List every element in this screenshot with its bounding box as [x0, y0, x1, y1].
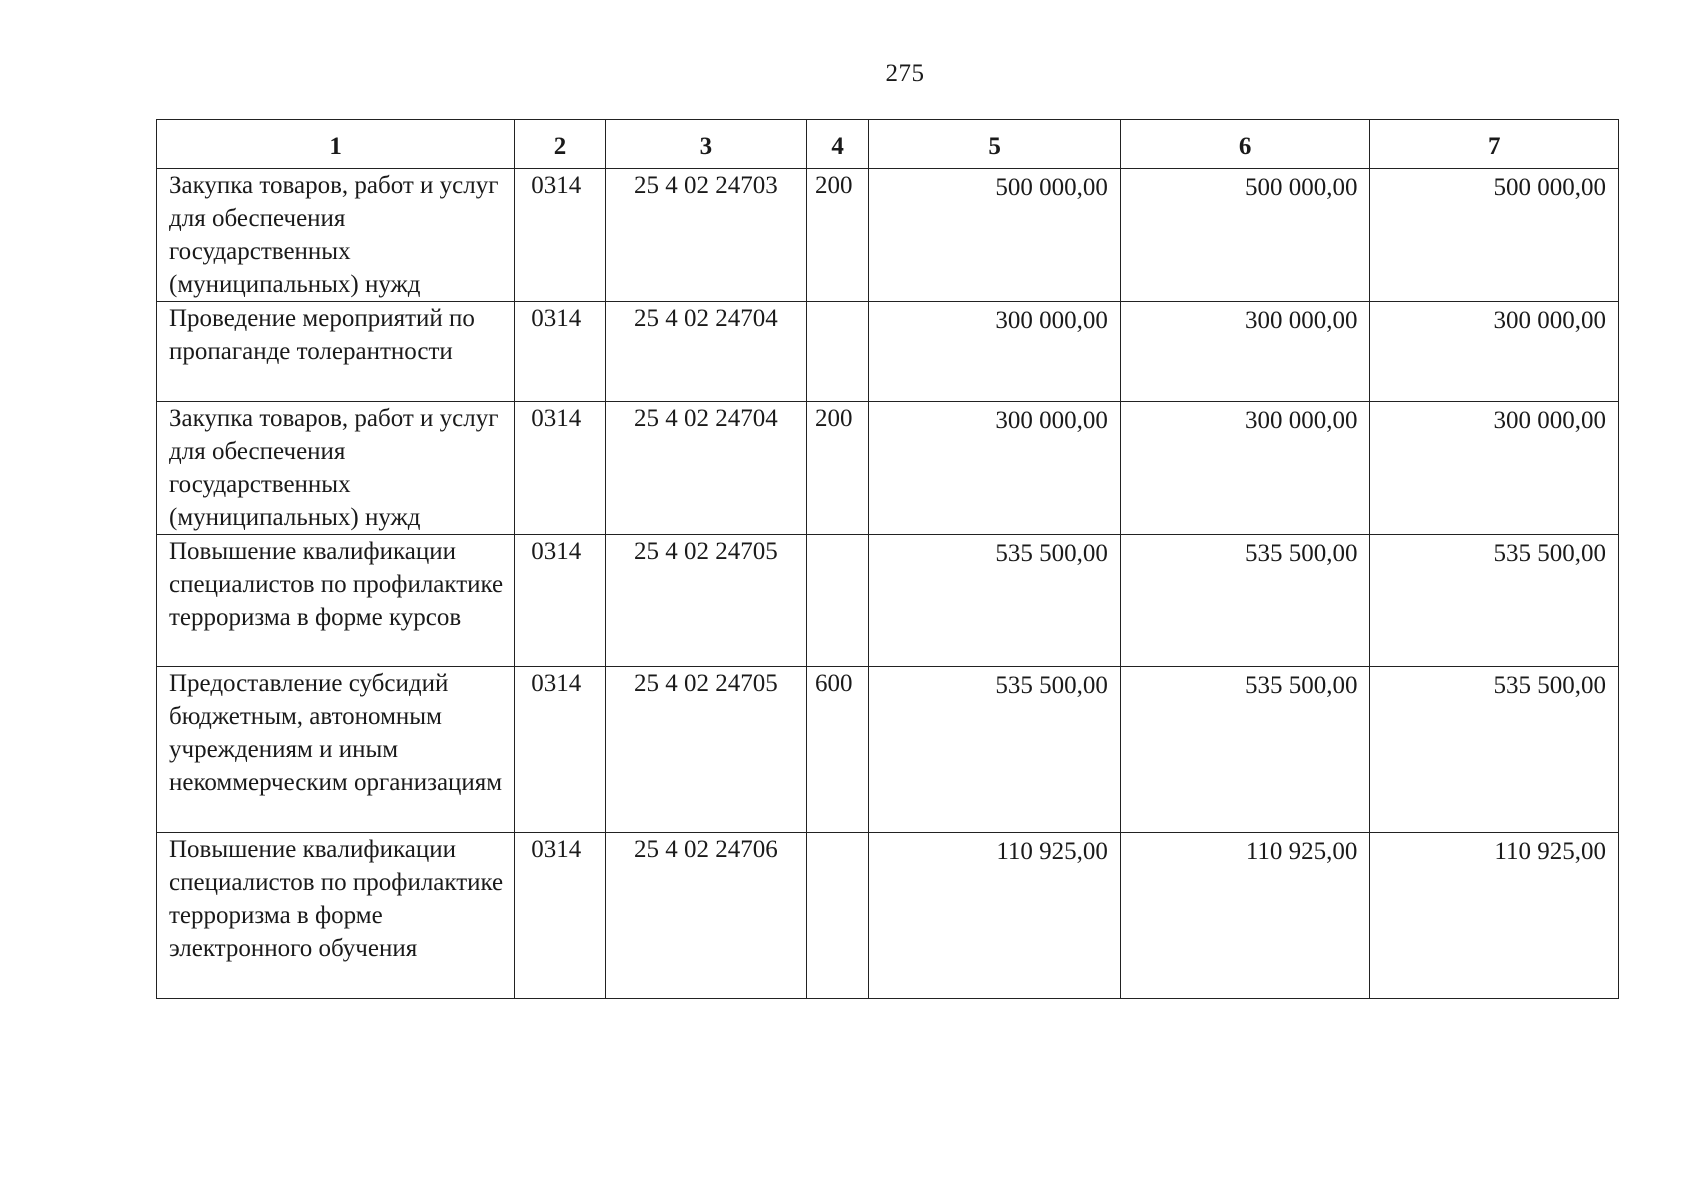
section-code-cell: 0314 [515, 402, 606, 535]
target-article-cell: 25 4 02 24703 [605, 169, 806, 302]
expense-type-cell [806, 302, 868, 402]
amount-cell: 535 500,00 [1120, 667, 1370, 833]
column-header: 3 [605, 120, 806, 169]
target-article-cell: 25 4 02 24706 [605, 833, 806, 999]
section-code-cell: 0314 [515, 302, 606, 402]
amount-cell: 110 925,00 [869, 833, 1121, 999]
expense-type-cell: 200 [806, 169, 868, 302]
amount-cell: 500 000,00 [869, 169, 1121, 302]
budget-table [156, 119, 1619, 999]
amount-cell: 300 000,00 [869, 302, 1121, 402]
column-header: 5 [869, 120, 1121, 169]
section-code-cell: 0314 [515, 169, 606, 302]
amount-cell: 300 000,00 [1120, 402, 1370, 535]
table-row [157, 833, 1619, 999]
amount-cell: 500 000,00 [1370, 169, 1619, 302]
amount-cell: 110 925,00 [1120, 833, 1370, 999]
amount-cell: 500 000,00 [1120, 169, 1370, 302]
row-name-cell: Закупка товаров, работ и услуг для обеспечения государственных (муниципальных) нужд [157, 402, 515, 535]
row-name-cell: Повышение квалификации специалистов по профилактике терроризма в форме курсов [157, 535, 515, 667]
column-header: 4 [806, 120, 868, 169]
amount-cell: 535 500,00 [869, 667, 1121, 833]
column-header: 7 [1370, 120, 1619, 169]
target-article-cell: 25 4 02 24704 [605, 302, 806, 402]
amount-cell: 300 000,00 [1370, 302, 1619, 402]
expense-type-cell [806, 833, 868, 999]
row-name-cell: Повышение квалификации специалистов по профилактике терроризма в форме электронного обучения [157, 833, 515, 999]
expense-type-cell: 600 [806, 667, 868, 833]
row-name-cell: Закупка товаров, работ и услуг для обеспечения государственных (муниципальных) нужд [157, 169, 515, 302]
column-header: 6 [1120, 120, 1370, 169]
target-article-cell: 25 4 02 24704 [605, 402, 806, 535]
target-article-cell: 25 4 02 24705 [605, 535, 806, 667]
row-name-cell: Предоставление субсидий бюджетным, автономным учреждениям и иным некоммерческим организациям [157, 667, 515, 833]
amount-cell: 535 500,00 [1120, 535, 1370, 667]
table-row [157, 402, 1619, 535]
table-row [157, 535, 1619, 667]
row-name-cell: Проведение мероприятий по пропаганде толерантности [157, 302, 515, 402]
table-row [157, 302, 1619, 402]
amount-cell: 300 000,00 [869, 402, 1121, 535]
section-code-cell: 0314 [515, 667, 606, 833]
expense-type-cell [806, 535, 868, 667]
column-header: 1 [157, 120, 515, 169]
page-number: 275 [885, 60, 925, 87]
table-row [157, 667, 1619, 833]
amount-cell: 300 000,00 [1370, 402, 1619, 535]
table-header-row [157, 120, 1619, 169]
expense-type-cell: 200 [806, 402, 868, 535]
amount-cell: 535 500,00 [1370, 667, 1619, 833]
column-header: 2 [515, 120, 606, 169]
amount-cell: 535 500,00 [869, 535, 1121, 667]
amount-cell: 535 500,00 [1370, 535, 1619, 667]
section-code-cell: 0314 [515, 535, 606, 667]
section-code-cell: 0314 [515, 833, 606, 999]
table-row [157, 169, 1619, 302]
amount-cell: 110 925,00 [1370, 833, 1619, 999]
target-article-cell: 25 4 02 24705 [605, 667, 806, 833]
amount-cell: 300 000,00 [1120, 302, 1370, 402]
